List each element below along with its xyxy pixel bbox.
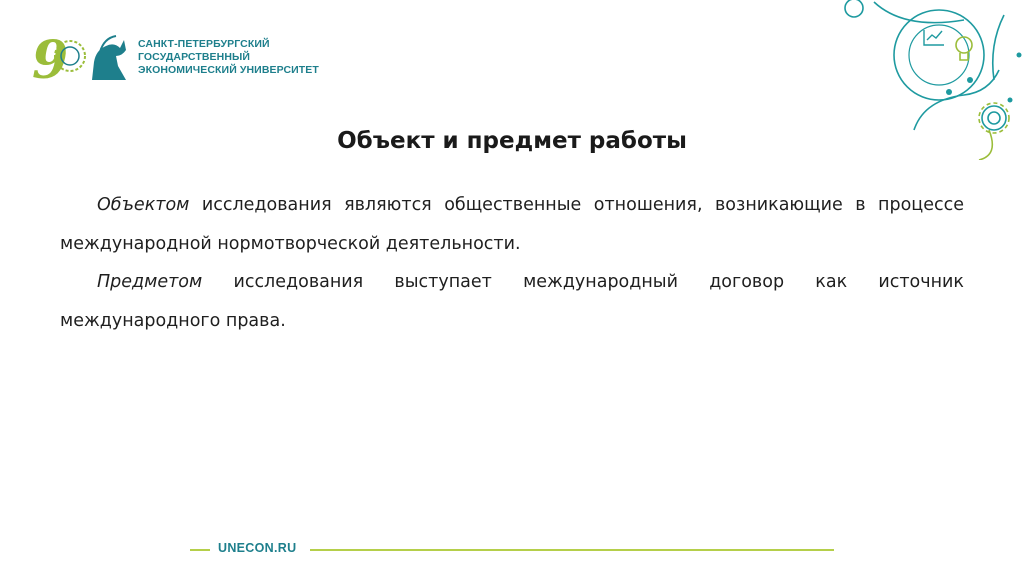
university-name: [138, 38, 319, 77]
paragraph-text: исследования выступает международный договор как источник международного права.: [60, 272, 964, 331]
paragraph-lead: Предметом: [97, 272, 203, 292]
university-name-line: ЭКОНОМИЧЕСКИЙ УНИВЕРСИТЕТ: [138, 64, 319, 76]
lightbulb-icon: [956, 37, 972, 60]
slide-body: [60, 186, 964, 340]
footer: [190, 541, 834, 559]
chart-icon: [924, 30, 944, 45]
svg-text:9: 9: [32, 32, 69, 84]
paragraph-object: [60, 186, 964, 263]
footer-divider: [310, 549, 834, 551]
paragraph-text: исследования являются общественные отношения, возникающие в процессе международной нормотворческой деятельности.: [60, 195, 964, 254]
footer-url-link[interactable]: UNECON.RU: [218, 541, 297, 555]
university-logo: [30, 32, 340, 84]
footer-divider: [190, 549, 210, 551]
university-name-line: САНКТ-ПЕТЕРБУРГСКИЙ: [138, 38, 270, 50]
university-logo-icon: [30, 32, 130, 84]
paragraph-lead: Объектом: [97, 195, 190, 215]
paragraph-subject: [60, 263, 964, 340]
university-name-line: ГОСУДАРСТВЕННЫЙ: [138, 51, 251, 63]
slide-title: Объект и предмет работы: [337, 128, 687, 154]
